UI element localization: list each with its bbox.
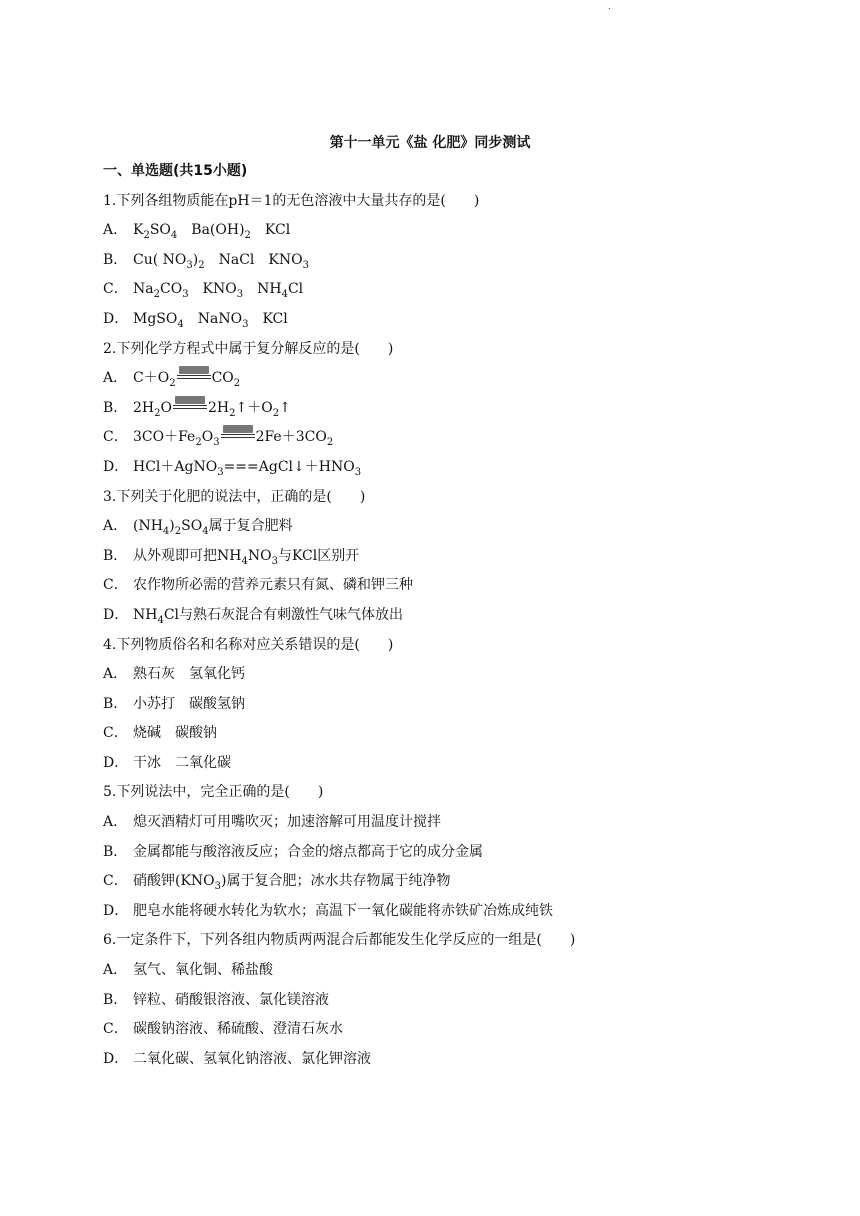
answer-option [103, 453, 783, 483]
option-letter: C． [103, 725, 128, 742]
option-text: $NH_4Cl$与熟石灰混合有刺激性气味气体放出 [133, 606, 404, 626]
answer-option [103, 542, 783, 572]
option-letter: D． [103, 754, 129, 771]
question-stem: 2.下列化学方程式中属于复分解反应的是( ) [103, 340, 394, 357]
option-text: 锌粒、硝酸银溶液、氯化镁溶液 [133, 991, 329, 1008]
answer-option [103, 275, 783, 305]
header-mark: . [608, 2, 611, 12]
option-text: $K_2SO_4$ $Ba(OH)_2$ KCl [133, 222, 291, 241]
option-text: $(NH_4)_2SO_4$属于复合肥料 [133, 518, 293, 537]
answer-option [103, 867, 783, 897]
option-text: 硝酸钾$(KNO_3)$属于复合肥；冰水共存物属于纯净物 [133, 873, 451, 893]
option-letter: A． [103, 518, 128, 535]
option-letter: D． [103, 606, 129, 623]
option-text: 金属都能与酸溶液反应；合金的熔点都高于它的成分金属 [133, 843, 483, 860]
option-text: $Na_2CO_3$ $KNO_3$ $NH_4Cl$ [133, 281, 304, 301]
option-letter: D． [103, 310, 129, 327]
question-list [103, 157, 783, 1074]
reaction-condition-icon [173, 396, 207, 408]
option-letter: C． [103, 1021, 128, 1038]
option-letter: D． [103, 458, 129, 475]
reaction-condition-icon [221, 425, 255, 437]
option-letter: C． [103, 577, 128, 594]
reaction-condition-icon [177, 366, 211, 378]
question-stem: 5.下列说法中，完全正确的是( ) [103, 784, 324, 801]
option-letter: B． [103, 399, 128, 416]
answer-option [103, 571, 783, 601]
answer-option [103, 1015, 783, 1045]
question-stem: 1.下列各组物质能在pH＝1的无色溶液中大量共存的是( ) [103, 192, 480, 209]
question-stem: 4.下列物质俗名和名称对应关系错误的是( ) [103, 636, 394, 653]
option-text: 干冰 二氧化碳 [133, 754, 231, 771]
option-letter: B． [103, 843, 128, 860]
option-letter: B． [103, 695, 128, 712]
option-text: 肥皂水能将硬水转化为软水；高温下一氧化碳能将赤铁矿冶炼成纯铁 [133, 902, 553, 919]
option-text: 农作物所必需的营养元素只有氮、磷和钾三种 [133, 577, 413, 594]
option-letter: D． [103, 902, 129, 919]
option-letter: C． [103, 429, 128, 446]
answer-option [103, 660, 783, 690]
answer-option [103, 838, 783, 868]
option-letter: A． [103, 666, 128, 683]
answer-option [103, 808, 783, 838]
option-letter: A． [103, 370, 128, 387]
section-heading: 一、单选题(共15小题) [103, 163, 248, 179]
option-letter: C． [103, 873, 128, 890]
answer-option [103, 601, 783, 631]
option-letter: A． [103, 814, 128, 831]
option-text: MgSO$_4$ NaNO$_3$ KCl [133, 310, 288, 330]
option-letter: C． [103, 281, 128, 298]
answer-option [103, 986, 783, 1016]
answer-option [103, 423, 783, 453]
option-text: 熄灭酒精灯可用嘴吹灭；加速溶解可用温度计搅拌 [133, 814, 441, 831]
answer-option [103, 1045, 783, 1075]
answer-option [103, 364, 783, 394]
option-letter: B． [103, 991, 128, 1008]
answer-option [103, 690, 783, 720]
option-letter: B． [103, 251, 128, 268]
answer-option [103, 897, 783, 927]
option-text: $HCl+AgNO_3===AgCl↓+HNO_3$ [133, 458, 362, 478]
option-text: $C+O_2$ $CO_2$ [133, 370, 240, 386]
answer-option [103, 749, 783, 779]
option-text: Cu( $NO_3)_2$ NaCl $KNO_3$ [133, 251, 309, 271]
answer-option [103, 394, 783, 424]
option-text: 烧碱 碳酸钠 [133, 725, 217, 742]
option-text: 熟石灰 氢氧化钙 [133, 666, 245, 683]
document-title: 第十一单元《盐 化肥》同步测试 [329, 135, 531, 151]
answer-option [103, 305, 783, 335]
option-text: $3CO+Fe_2O_3$ $2Fe+3CO_2$ [133, 429, 333, 445]
option-text: 二氧化碳、氢氧化钠溶液、氯化钾溶液 [133, 1050, 371, 1067]
option-text: 小苏打 碳酸氢钠 [133, 695, 245, 712]
answer-option [103, 216, 783, 246]
option-letter: D． [103, 1050, 129, 1067]
questions-container [103, 187, 783, 1075]
answer-option [103, 719, 783, 749]
answer-option [103, 246, 783, 276]
option-letter: A． [103, 962, 128, 979]
option-text: $2H_2O$ $2H_2↑+O_2↑$ [133, 400, 291, 416]
option-text: 从外观即可把$NH_4NO_3$与KCl区别开 [133, 547, 360, 567]
question-stem: 3.下列关于化肥的说法中，正确的是( ) [103, 488, 366, 505]
option-letter: A． [103, 222, 128, 239]
option-text: 氢气、氧化铜、稀盐酸 [133, 962, 273, 979]
option-text: 碳酸钠溶液、稀硫酸、澄清石灰水 [133, 1021, 343, 1038]
question-stem: 6.一定条件下，下列各组内物质两两混合后都能发生化学反应的一组是( ) [103, 932, 576, 949]
answer-option [103, 956, 783, 986]
answer-option [103, 512, 783, 542]
option-letter: B． [103, 547, 128, 564]
